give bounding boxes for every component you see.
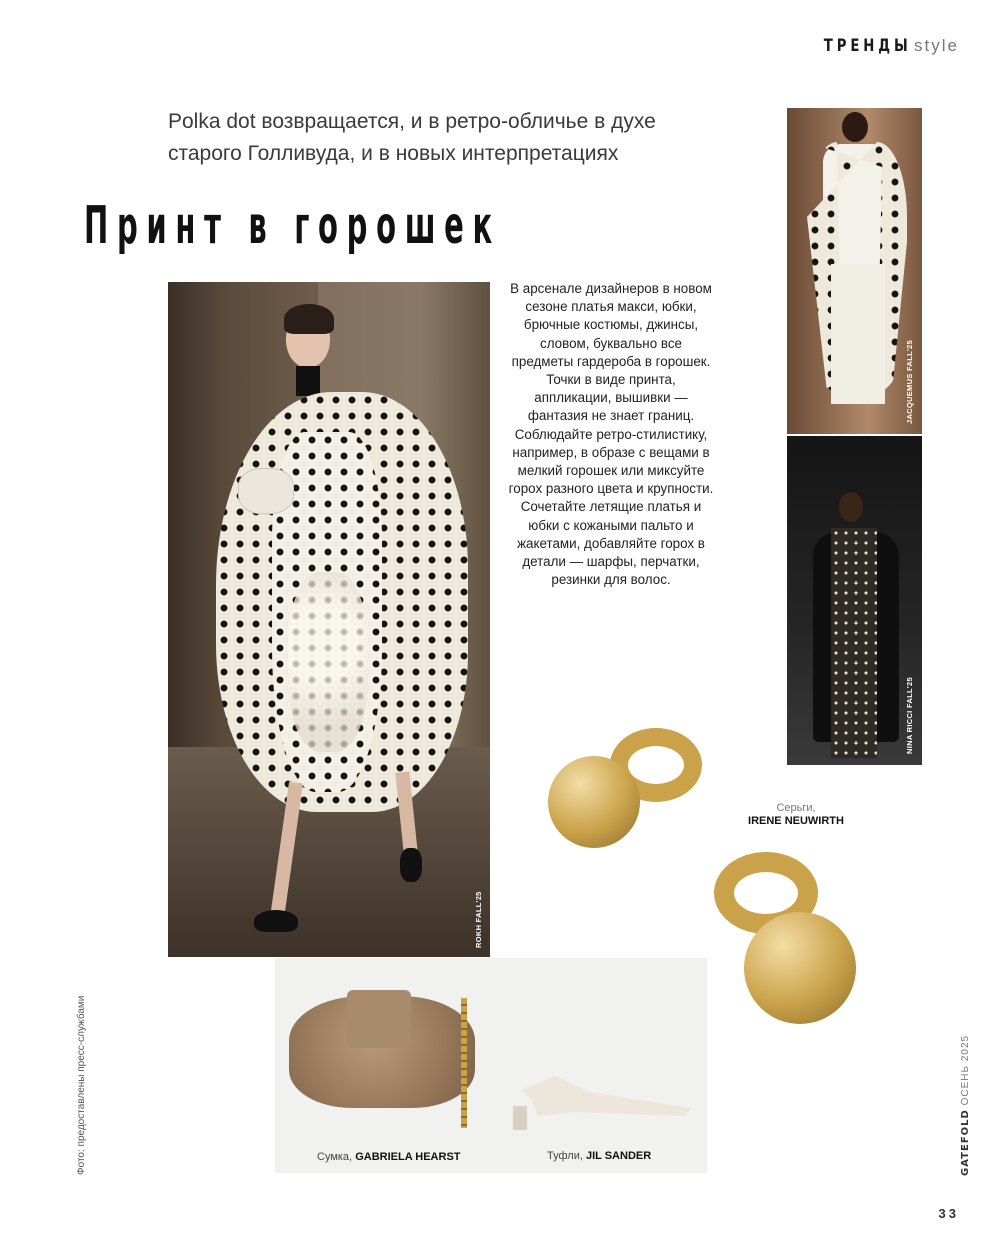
- white-trousers: [831, 264, 885, 404]
- section-title: ТРЕНДЫ: [824, 36, 913, 56]
- magazine-issue-date: ОСЕНЬ 2025: [960, 1034, 971, 1106]
- model-hair: [284, 304, 334, 334]
- white-clutch: [238, 468, 294, 514]
- slingback-shoe: [521, 1076, 691, 1116]
- earring-ball-bottom: [744, 912, 856, 1024]
- shoes-caption: [547, 1150, 651, 1162]
- shoes-brand: JIL SANDER: [585, 1150, 652, 1162]
- shoe-heel: [513, 1106, 527, 1130]
- lead-paragraph: Polka dot возвращается, и в ретро-обличье в духе старого Голливуда, и в новых интерпретациях: [168, 110, 656, 165]
- main-photo-credit: ROKH FALL'25: [474, 891, 483, 948]
- products-photo: [275, 958, 707, 1173]
- shoe-right: [400, 848, 422, 882]
- section-subtitle: style: [914, 36, 959, 55]
- article-headline: Принт в горошек: [84, 196, 501, 256]
- earrings-brand: IRENE NEUWIRTH: [748, 815, 844, 827]
- nina-ricci-runway-photo: [787, 436, 922, 765]
- earrings-type: Серьги,: [776, 802, 816, 814]
- shoe-left: [254, 910, 298, 932]
- earrings-caption: [740, 802, 852, 828]
- photo-press-credit: Фото: предоставлены пресс-службами: [76, 995, 87, 1175]
- main-runway-photo: [168, 282, 490, 957]
- jacquemus-runway-photo: [787, 108, 922, 434]
- magazine-issue: [960, 1035, 971, 1176]
- earring-ball-top: [548, 756, 640, 848]
- page-number: 33: [938, 1206, 959, 1221]
- bag-type: Сумка,: [317, 1151, 353, 1163]
- magazine-brand: GATEFOLD: [960, 1109, 971, 1176]
- article-body: В арсенале дизайнеров в новом сезоне платья макси, юбки, брючные костюмы, джинсы, словом, буквально все предметы гардероба в горошек. Точки в виде принта, аппликации, вышивки — фантазия не знает границ. Соблюдайте ретро-стилистику, например, в образе с вещами в мелкий горошек или миксуйте горох разного цвета и крупности. Сочетайте летящие платья и юбки с кожаными пальто и жакетами, добавляйте горох в детали — шарфы, перчатки, резинки для волос.: [508, 281, 714, 588]
- jacquemus-credit: JACQUEMUS FALL'25: [905, 340, 914, 424]
- shoes-type: Туфли,: [547, 1150, 583, 1162]
- polka-dot-jumpsuit: [831, 528, 877, 758]
- ruffle-appliques: [288, 572, 368, 752]
- section-label: [799, 36, 959, 56]
- bag-flap: [347, 990, 411, 1048]
- bag-brand: GABRIELA HEARST: [355, 1151, 461, 1163]
- turtleneck: [296, 366, 320, 396]
- nina-ricci-credit: NINA RICCI FALL'25: [905, 677, 914, 754]
- model-head: [839, 492, 863, 522]
- model-head: [842, 112, 868, 142]
- bag-chain: [461, 998, 467, 1128]
- bag-caption: [317, 1151, 461, 1163]
